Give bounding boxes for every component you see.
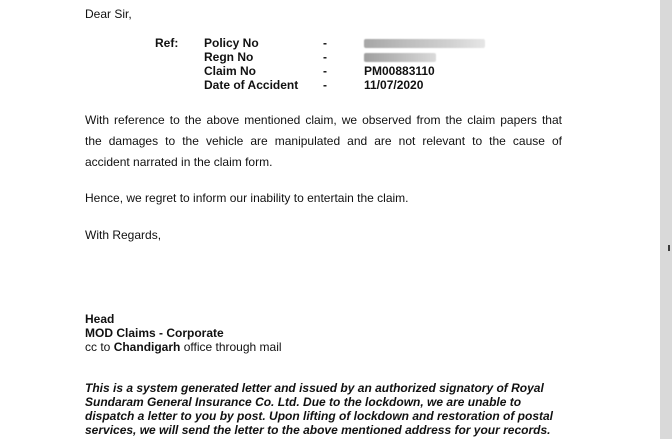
body-paragraph-claim-observation — [85, 110, 562, 173]
ref-value-date-of-accident: 11/07/2020 — [364, 78, 424, 92]
body-paragraph-rejection: Hence, we regret to inform our inability to entertain the claim. — [85, 191, 409, 205]
body-line: With reference to the above mentioned claim, we observed from the claim papers that — [85, 113, 562, 127]
ref-separator: - — [323, 50, 327, 64]
body-line: accident narrated in the claim form. — [85, 155, 273, 169]
viewer-scrollbar[interactable] — [660, 0, 672, 439]
cc-line — [85, 340, 282, 354]
disclaimer-line: services, we will send the letter to the above mentioned address for your records. — [85, 423, 551, 437]
disclaimer-line: This is a system generated letter and issued by an authorized signatory of Royal — [85, 381, 544, 395]
ref-key-policy-no: Policy No — [204, 36, 259, 50]
ref-key-claim-no: Claim No — [204, 64, 257, 78]
ref-label: Ref: — [155, 36, 179, 50]
ref-separator: - — [323, 64, 327, 78]
redacted-policy-number — [364, 39, 485, 48]
signatory-department: MOD Claims - Corporate — [85, 326, 224, 340]
cc-prefix: cc to — [85, 340, 114, 354]
ref-separator: - — [323, 78, 327, 92]
cc-city: Chandigarh — [113, 340, 181, 354]
signatory-title: Head — [85, 312, 115, 326]
ref-separator: - — [323, 36, 327, 50]
scrollbar-thumb-marker[interactable] — [668, 245, 670, 251]
ref-key-date-of-accident: Date of Accident — [204, 78, 299, 92]
salutation: Dear Sir, — [85, 7, 132, 21]
redacted-registration-number — [364, 53, 436, 62]
disclaimer-line: Sundaram General Insurance Co. Ltd. Due to the lockdown, we are unable to — [85, 395, 522, 409]
disclaimer-line: dispatch a letter to you by post. Upon lifting of lockdown and restoration of postal — [85, 409, 554, 423]
system-generated-disclaimer — [85, 381, 575, 437]
ref-value-claim-no: PM00883110 — [364, 64, 435, 78]
body-line: the damages to the vehicle are manipulated and are not relevant to the cause of — [85, 134, 562, 148]
ref-key-regn-no: Regn No — [204, 50, 254, 64]
closing-regards: With Regards, — [85, 228, 162, 242]
cc-suffix: office through mail — [180, 340, 282, 354]
